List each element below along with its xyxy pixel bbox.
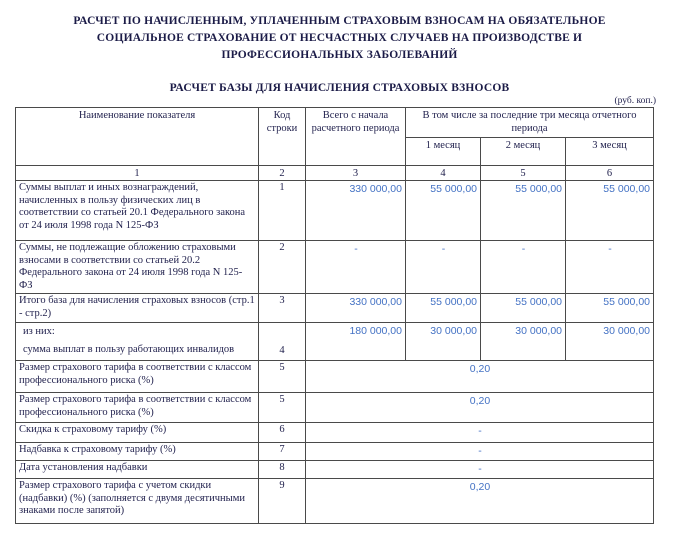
row-label: Итого база для начисления страховых взносов (стр.1 - стр.2) <box>16 294 259 323</box>
value-month-1: - <box>406 241 481 294</box>
value-month-3: 55 000,00 <box>566 181 654 241</box>
value-month-1: 55 000,00 <box>406 294 481 323</box>
row-label-top: из них: <box>23 326 55 337</box>
value-month-2: - <box>481 241 566 294</box>
row-label: Размер страхового тарифа в соответствии с классом профессионального риска (%) <box>16 361 259 393</box>
row-code: 5 <box>259 393 306 423</box>
value-total: 330 000,00 <box>306 294 406 323</box>
header-row-top <box>16 108 654 138</box>
merged-value: 0,20 <box>306 393 654 423</box>
value-month-3: 30 000,00 <box>566 323 654 361</box>
row-label <box>16 323 259 361</box>
row-label: Суммы выплат и иных вознаграждений, начисленных в пользу физических лиц в соответствии со статьей 20.1 Федерального закона от 24 июля 1998 года N 125-ФЗ <box>16 181 259 241</box>
merged-value: - <box>306 461 654 479</box>
row-label: Размер страхового тарифа в соответствии с классом профессионального риска (%) <box>16 393 259 423</box>
value-month-2: 30 000,00 <box>481 323 566 361</box>
column-number-4: 4 <box>406 166 481 181</box>
value-month-2: 55 000,00 <box>481 294 566 323</box>
row-label: Суммы, не подлежащие обложению страховыми взносами в соответствии со статьей 20.2 Федерального закона от 24 июля 1998 года N 125-ФЗ <box>16 241 259 294</box>
column-number-row <box>16 166 654 181</box>
value-month-1: 30 000,00 <box>406 323 481 361</box>
value-month-3: 55 000,00 <box>566 294 654 323</box>
table-row-disabled-payments <box>16 323 654 361</box>
value-month-2: 55 000,00 <box>481 181 566 241</box>
title-line-1: РАСЧЕТ ПО НАЧИСЛЕННЫМ, УПЛАЧЕННЫМ СТРАХОВЫМ ВЗНОСАМ НА ОБЯЗАТЕЛЬНОЕ <box>73 15 606 27</box>
row-code: 5 <box>259 361 306 393</box>
value-total: 180 000,00 <box>306 323 406 361</box>
column-number-3: 3 <box>306 166 406 181</box>
column-header-month-1: 1 месяц <box>406 138 481 166</box>
title-line-2: СОЦИАЛЬНОЕ СТРАХОВАНИЕ ОТ НЕСЧАСТНЫХ СЛУЧАЕВ НА ПРОИЗВОДСТВЕ И <box>96 32 583 44</box>
column-header-total: Всего с начала расчетного периода <box>306 108 406 166</box>
row-label: Размер страхового тарифа с учетом скидки (надбавки) (%) (заполняется с двумя десятичными знаками после запятой) <box>16 479 259 524</box>
section-title: РАСЧЕТ БАЗЫ ДЛЯ НАЧИСЛЕНИЯ СТРАХОВЫХ ВЗНОСОВ <box>169 82 510 94</box>
value-total: - <box>306 241 406 294</box>
column-header-group: В том числе за последние три месяца отчетного периода <box>406 108 654 138</box>
table-row-total-base <box>16 294 654 323</box>
row-label-bottom: сумма выплат в пользу работающих инвалидов <box>23 343 235 355</box>
value-month-1: 55 000,00 <box>406 181 481 241</box>
column-header-name: Наименование показателя <box>16 108 259 166</box>
table-row-nontaxable <box>16 241 654 294</box>
table-row-surcharge-date <box>16 461 654 479</box>
column-number-6: 6 <box>566 166 654 181</box>
table-row-tariff-rate <box>16 393 654 423</box>
contribution-base-table <box>15 107 654 524</box>
row-code: 2 <box>259 241 306 294</box>
table-row-surcharge <box>16 443 654 461</box>
row-label: Надбавка к страховому тарифу (%) <box>16 443 259 461</box>
column-header-month-2: 2 месяц <box>481 138 566 166</box>
row-code: 7 <box>259 443 306 461</box>
row-label: Скидка к страховому тарифу (%) <box>16 423 259 443</box>
row-label: Дата установления надбавки <box>16 461 259 479</box>
table-row-discount <box>16 423 654 443</box>
value-month-3: - <box>566 241 654 294</box>
merged-value: - <box>306 423 654 443</box>
column-number-2: 2 <box>259 166 306 181</box>
row-code: 3 <box>259 294 306 323</box>
merged-value: 0,20 <box>306 479 654 524</box>
table-row-payments <box>16 181 654 241</box>
row-code: 4 <box>259 323 306 361</box>
document-title <box>50 13 629 64</box>
column-header-month-3: 3 месяц <box>566 138 654 166</box>
row-code: 1 <box>259 181 306 241</box>
column-number-1: 1 <box>16 166 259 181</box>
value-total: 330 000,00 <box>306 181 406 241</box>
table-row-tariff-rate <box>16 361 654 393</box>
column-header-code: Код строки <box>259 108 306 166</box>
merged-value: 0,20 <box>306 361 654 393</box>
row-code: 6 <box>259 423 306 443</box>
document-page <box>0 13 679 557</box>
column-number-5: 5 <box>481 166 566 181</box>
units-note: (руб. коп.) <box>614 96 656 106</box>
table-row-final-tariff <box>16 479 654 524</box>
merged-value: - <box>306 443 654 461</box>
row-code: 8 <box>259 461 306 479</box>
title-line-3: ПРОФЕССИОНАЛЬНЫХ ЗАБОЛЕВАНИЙ <box>221 49 458 61</box>
row-code: 9 <box>259 479 306 524</box>
